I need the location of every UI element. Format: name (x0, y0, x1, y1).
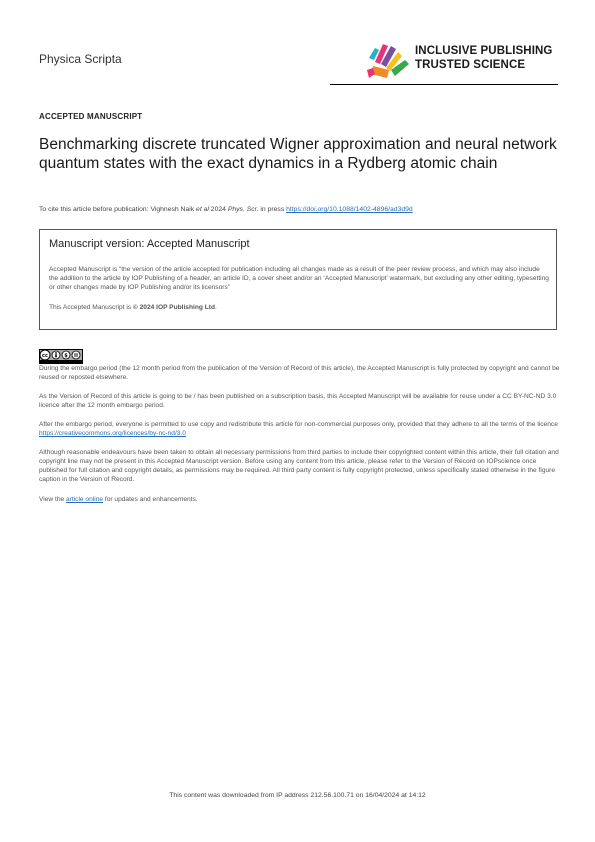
box-footer-prefix: This Accepted Manuscript is (49, 304, 133, 311)
article-title: Benchmarking discrete truncated Wigner approximation and neural network quantum states with the exact dynamics in a Rydberg atomic chain (39, 136, 557, 172)
logo-line-2: TRUSTED SCIENCE (415, 59, 526, 71)
license-link[interactable]: https://creativecommons.org/licences/by-nc-nd/3.0 (39, 430, 186, 437)
manuscript-label: ACCEPTED MANUSCRIPT (39, 112, 143, 121)
permissions-paragraph: Although reasonable endeavours have been taken to obtain all necessary permissions from third parties to include their copyrighted content within this article, their full citation and copyright line may not be present in this Accepted Manuscript version. Before using any content from this article, please refer to the Version of Record on IOPscience once published for full citation and copyright details, as permissions may be required. All third party content is fully copyright protected, unless specifically stated otherwise in the figure caption in the Version of Record. (39, 449, 559, 483)
doi-link[interactable]: https://doi.org/10.1088/1402-4896/ad3d9d (286, 206, 413, 213)
citation-journal: Phys. Scr. (227, 206, 259, 213)
license-text: After the embargo period, everyone is permitted to use copy and redistribute this article for non-commercial purposes only, provided that they adhere to all the terms of the licence (39, 421, 558, 428)
logo-text (415, 44, 552, 72)
box-body: Accepted Manuscript is “the version of the article accepted for publication including all changes made as a result of the peer review process, and which may also include the addition to the article by IOP Publishing of a header, an article ID, a cover sheet and/or an ‘Accepted Manuscript’ watermark, but excluding any other editing, typesetting or other changes made by IOP Publishing and/or its licensors” (49, 266, 549, 291)
license-paragraph (39, 420, 564, 438)
header-divider (330, 84, 558, 85)
citation-line (39, 206, 569, 213)
citation-et-al: et al (196, 206, 209, 213)
ioppublishing-logo (365, 40, 555, 82)
svg-text:cc: cc (42, 353, 48, 359)
embargo-paragraph: During the embargo period (the 12 month period from the publication of the Version of Record of this article), the Accepted Manuscript is fully protected by copyright and cannot be reused or reposted elsewhere. (39, 365, 560, 381)
reuse-paragraph: As the Version of Record of this article is going to be / has been published on a subscription basis, this Accepted Manuscript will be available for reuse under a CC BY-NC-ND 3.0 licence after the 12 month embargo period. (39, 393, 557, 409)
view-online-paragraph (39, 495, 564, 504)
nd-icon (72, 351, 80, 359)
citation-in-press: in press (258, 206, 287, 213)
logo-line-1: INCLUSIVE PUBLISHING (415, 45, 553, 57)
copyright-text: © 2024 IOP Publishing Ltd (132, 304, 215, 311)
hands-logo-icon (365, 40, 411, 82)
journal-name: Physica Scripta (39, 52, 122, 66)
box-footer-suffix: . (214, 304, 217, 311)
citation-year: 2024 (208, 206, 228, 213)
view-prefix: View the (39, 496, 67, 503)
manuscript-version-box (39, 229, 557, 330)
box-heading: Manuscript version: Accepted Manuscript (49, 238, 250, 250)
download-footer: This content was downloaded from IP address 212.56.100.71 on 16/04/2024 at 14:12 (169, 792, 426, 799)
svg-text:$: $ (64, 353, 68, 359)
view-suffix: for updates and enhancements. (103, 496, 198, 503)
cc-license-badge (39, 349, 83, 364)
citation-prefix: To cite this article before publication: Vighnesh Naik (39, 206, 197, 213)
box-footer (49, 304, 217, 311)
article-online-link[interactable]: article online (66, 496, 104, 503)
